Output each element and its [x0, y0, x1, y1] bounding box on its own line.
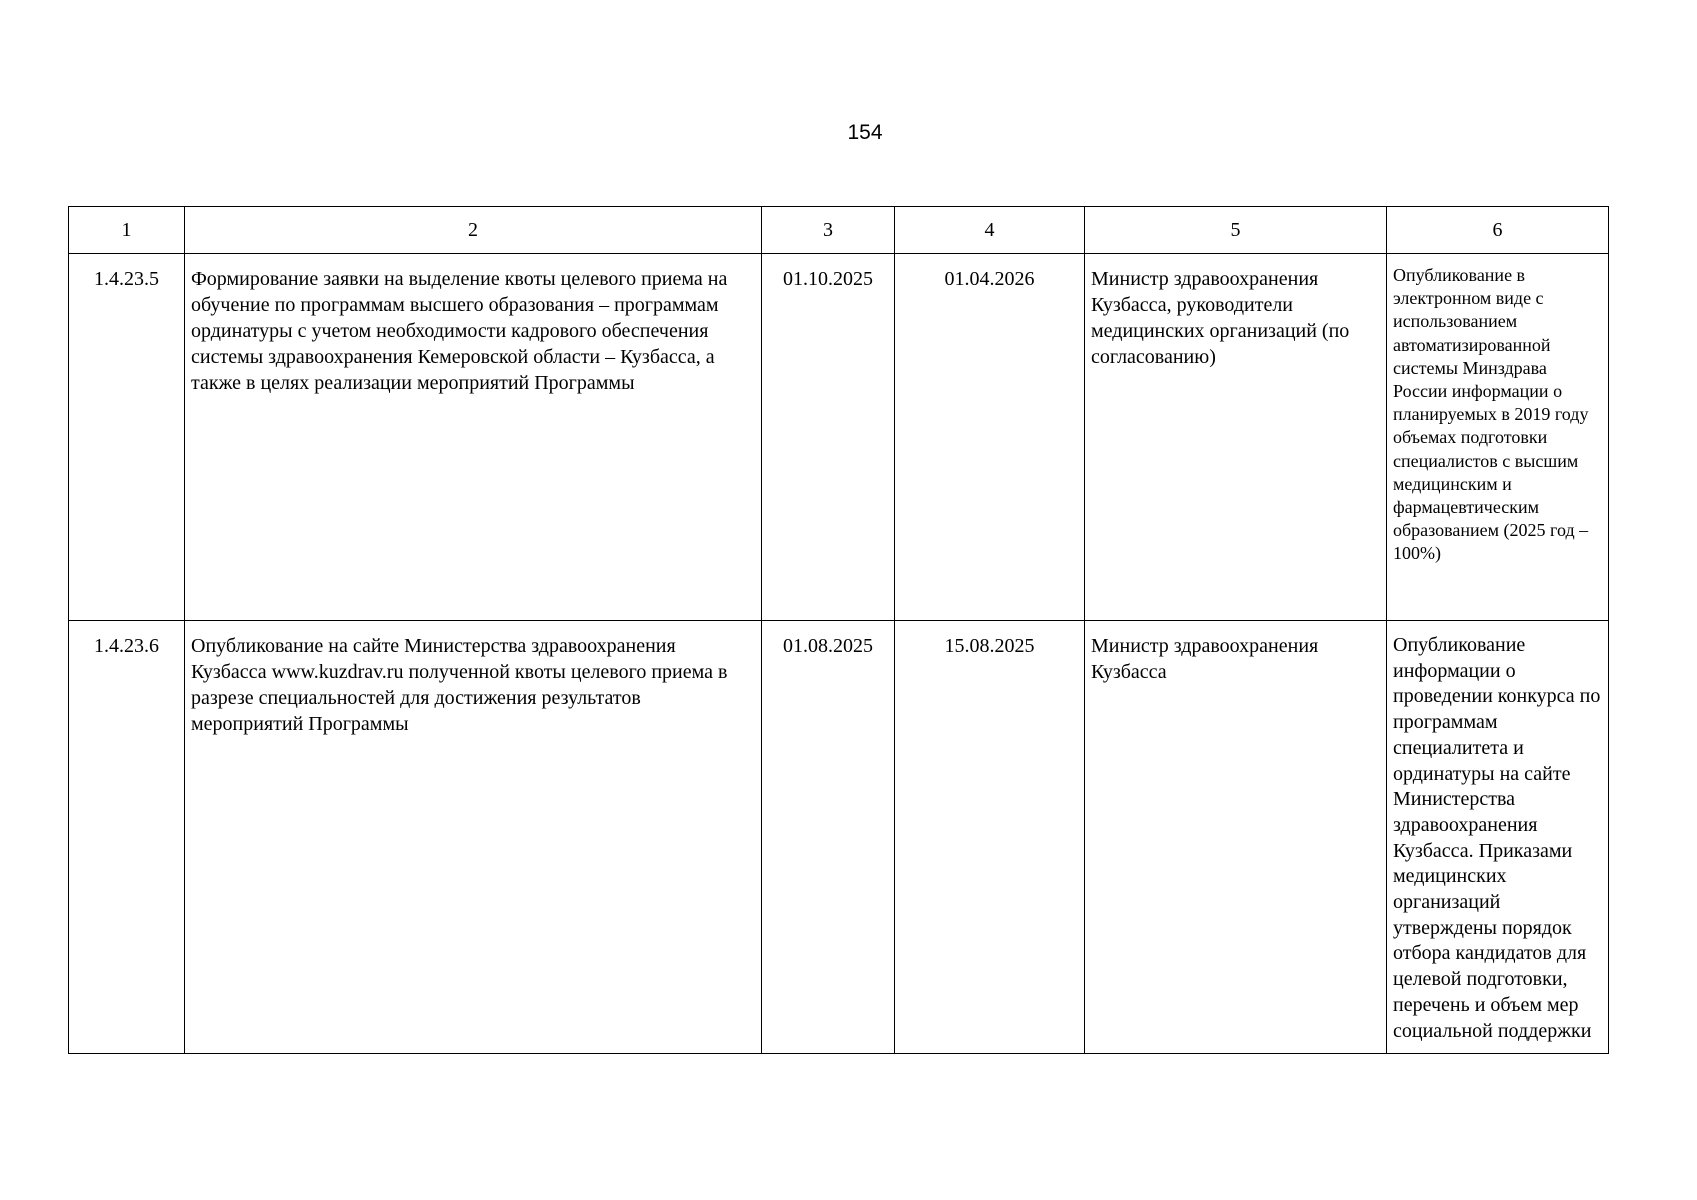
page-number: 154	[847, 121, 883, 144]
responsible-cell: Министр здравоохранения Кузбасса	[1085, 621, 1387, 1054]
responsible-cell: Министр здравоохранения Кузбасса, руководители медицинских организаций (по согласованию)	[1085, 254, 1387, 621]
column-header-2: 2	[185, 207, 762, 254]
start-date-cell: 01.10.2025	[762, 254, 895, 621]
column-header-1: 1	[69, 207, 185, 254]
end-date-cell: 15.08.2025	[895, 621, 1085, 1054]
result-cell: Опубликование в электронном виде с использованием автоматизированной системы Минздрава России информации о планируемых в 2019 году объемах подготовки специалистов с высшим медицинским и фармацевтическим образованием (2025 год – 100%)	[1387, 254, 1609, 621]
measures-table	[68, 206, 1609, 1054]
table-row	[69, 621, 1609, 1054]
item-number-cell: 1.4.23.6	[69, 621, 185, 1054]
item-number-cell: 1.4.23.5	[69, 254, 185, 621]
description-cell: Опубликование на сайте Министерства здравоохранения Кузбасса www.kuzdrav.ru полученной квоты целевого приема в разрезе специальностей для достижения результатов мероприятий Программы	[185, 621, 762, 1054]
column-header-4: 4	[895, 207, 1085, 254]
table-row	[69, 254, 1609, 621]
column-header-3: 3	[762, 207, 895, 254]
table-header-row	[69, 207, 1609, 254]
column-header-6: 6	[1387, 207, 1609, 254]
description-cell: Формирование заявки на выделение квоты целевого приема на обучение по программам высшего образования – программам ординатуры с учетом необходимости кадрового обеспечения системы здравоохранения Кемеровской области – Кузбасса, а также в целях реализации мероприятий Программы	[185, 254, 762, 621]
end-date-cell: 01.04.2026	[895, 254, 1085, 621]
column-header-5: 5	[1085, 207, 1387, 254]
result-cell: Опубликование информации о проведении конкурса по программам специалитета и ординатуры на сайте Министерства здравоохранения Кузбасса. Приказами медицинских организаций утверждены порядок отбора кандидатов для целевой подготовки, перечень и объем мер социальной поддержки	[1387, 621, 1609, 1054]
start-date-cell: 01.08.2025	[762, 621, 895, 1054]
